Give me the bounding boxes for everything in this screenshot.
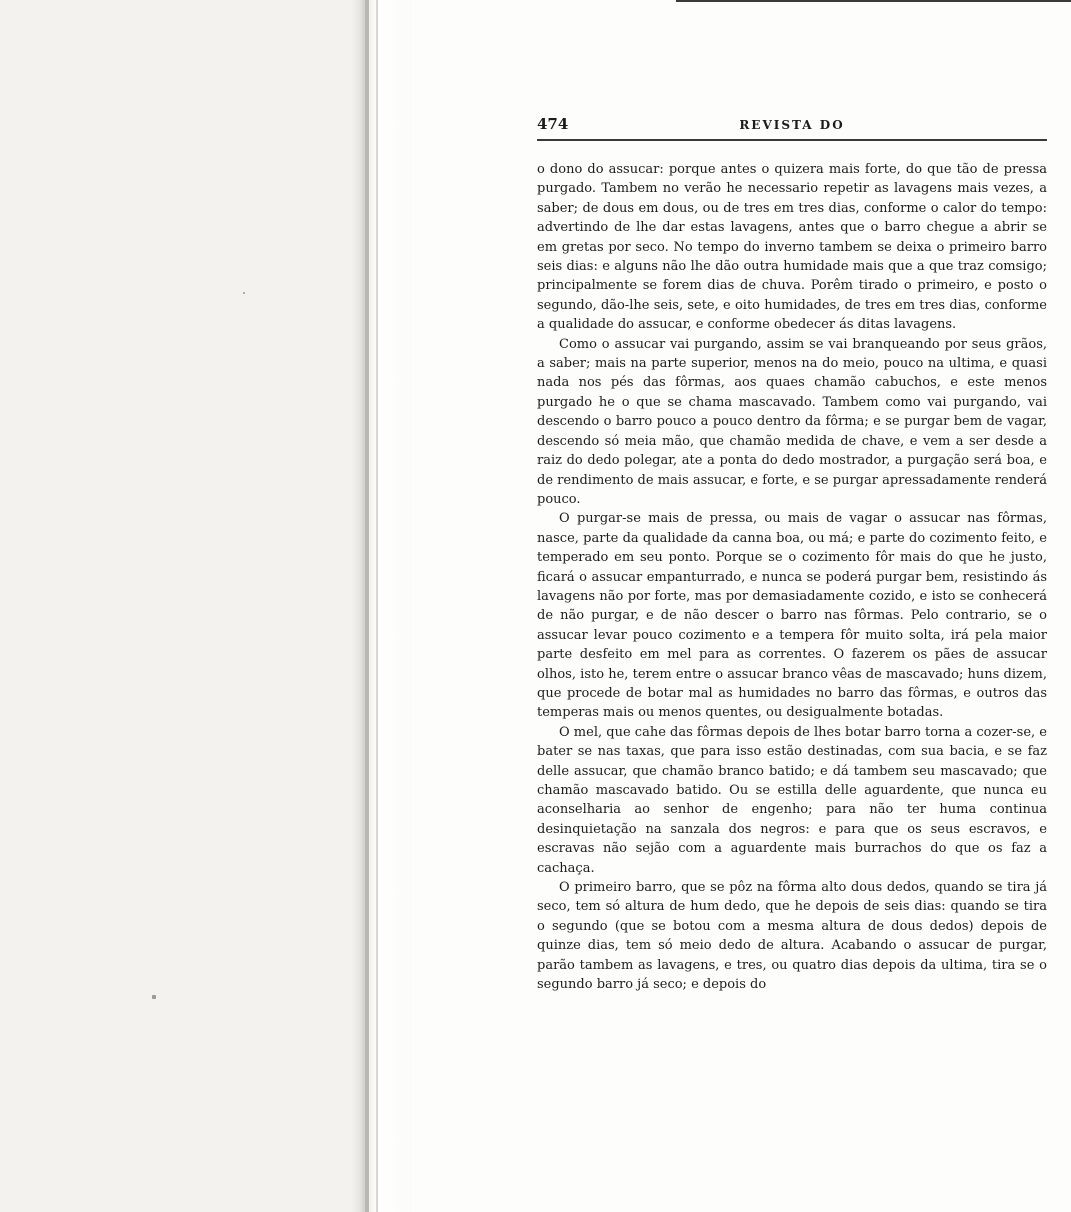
book-gutter bbox=[352, 0, 412, 1212]
scan-speck bbox=[243, 292, 245, 294]
running-head: REVISTA DO bbox=[739, 118, 845, 132]
spine-shadow-line bbox=[365, 0, 369, 1212]
paragraph: O mel, que cahe das fôrmas depois de lhes botar barro torna a cozer-se, e bater se nas taxas, que para isso estão destinadas, com sua bacia, e se faz delle assucar, que chamão branco batido; e dá tambem seu mascavado; que chamão mascavado batido. Ou se estilla delle aguardente, que nunca eu aconselharia ao senhor de engenho; para não ter huma continua desinquietação na sanzala dos negros: e para que os seus escravos, e escravas não sejão com a aguardente mais burrachos do que os faz a cachaça. bbox=[537, 724, 1047, 876]
paragraph: o dono do assucar: porque antes o quizera mais forte, do que tão de pressa purgado. Tambem no verão he necessario repetir as lavagens mais vezes, a saber; de dous em dous, ou de tres em tres dias, conforme o calor do tempo: advertindo de lhe dar estas lavagens, antes que o barro chegue a abrir se em gretas por seco. No tempo do inverno tambem se deixa o primeiro barro seis dias: e alguns não lhe dão outra humidade mais que a que traz comsigo; principalmente se forem dias de chuva. Porêm tirado o primeiro, e posto o segundo, dão-lhe seis, sete, e oito humidades, de tres em tres dias, conforme a qualidade do assucar, e conforme obedecer ás ditas lavagens. bbox=[537, 162, 1047, 333]
top-edge-rule bbox=[676, 0, 1071, 2]
paragraph: Como o assucar vai purgando, assim se vai branqueando por seus grãos, a saber; mais na parte superior, menos na do meio, pouco na ultima, e quasi nada nos pés das fôrmas, aos quaes chamão cabuchos, e este menos purgado he o que se chama mascavado. Tambem como vai purgando, vai descendo o barro pouco a pouco dentro da fôrma; e se purgar bem de vagar, descendo só meia mão, que chamão medida de chave, e vem a ser desde a raiz do dedo polegar, ate a ponta do dedo mostrador, a purgação será boa, e de rendimento de mais assucar, e forte, e se purgar apressadamente renderá pouco. bbox=[537, 336, 1047, 507]
page-header bbox=[537, 115, 1047, 141]
spine-shadow-line bbox=[376, 0, 378, 1212]
paragraph: O purgar-se mais de pressa, ou mais de vagar o assucar nas fôrmas, nasce, parte da qualidade da canna boa, ou má; e parte do cozimento feito, e temperado em seu ponto. Porque se o cozimento fôr mais do que he justo, ficará o assucar empanturrado, e nunca se poderá purgar bem, resistindo ás lavagens não por forte, mas por demasiadamente cozido, e isto se conhecerá de não purgar, e de não descer o barro nas fôrmas. Pelo contrario, se o assucar levar pouco cozimento e a tempera fôr muito solta, irá pela maior parte desfeito em mel para as correntes. O fazerem os pães de assucar olhos, isto he, terem entre o assucar branco vêas de mascavado; huns dizem, que procede de botar mal as humidades no barro das fôrmas, e outros das temperas mais ou menos quentes, ou desigualmente botadas. bbox=[537, 511, 1047, 721]
body-text bbox=[537, 160, 1047, 994]
paragraph: O primeiro barro, que se pôz na fôrma alto dous dedos, quando se tira já seco, tem só altura de hum dedo, que he depois de seis dias: quando se tira o segundo (que se botou com a mesma altura de dous dedos) depois de quinze dias, tem só meio dedo de altura. Acabando o assucar de purgar, parão tambem as lavagens, e tres, ou quatro dias depois da ultima, tira se o segundo barro já seco; e depois do bbox=[537, 880, 1047, 993]
page-number: 474 bbox=[537, 115, 569, 133]
scan-speck bbox=[152, 995, 156, 999]
